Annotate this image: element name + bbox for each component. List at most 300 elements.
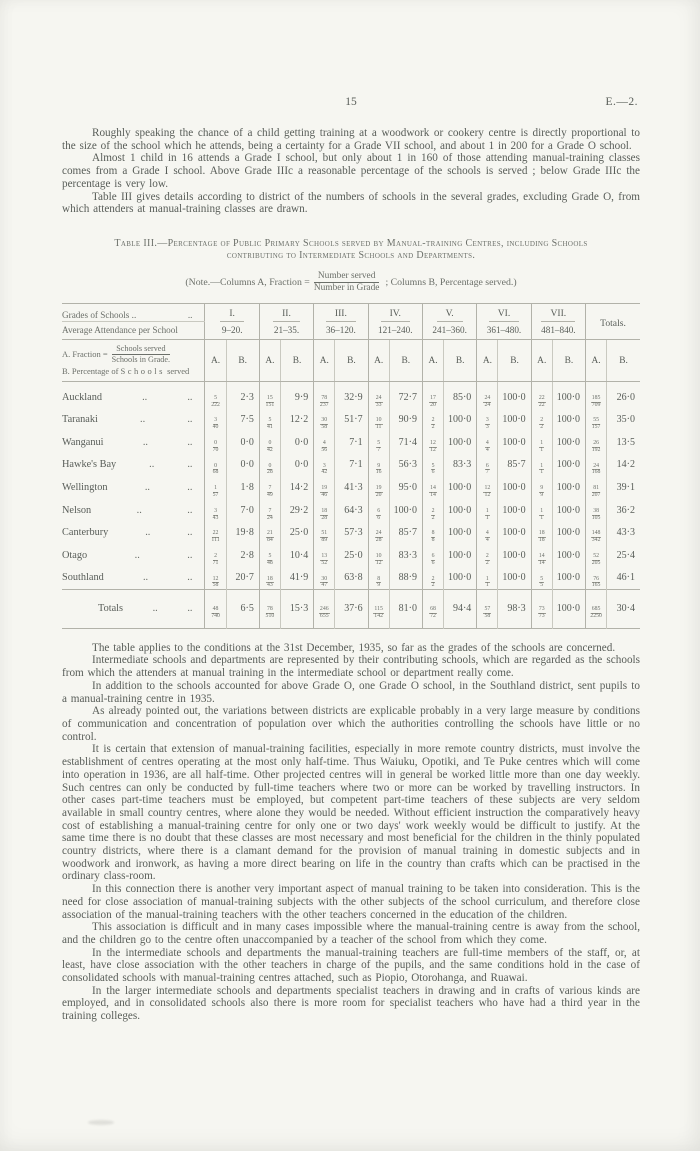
district-label <box>62 499 205 522</box>
grades-header-label <box>62 303 205 322</box>
percent-cell: 2·3 <box>226 381 259 408</box>
fraction-denominator: 157 <box>591 424 601 431</box>
fraction-denominator: 655 <box>319 612 329 619</box>
fraction-cell <box>477 408 498 431</box>
fraction-denominator: 48 <box>267 559 273 566</box>
fraction-cell <box>531 431 552 454</box>
grades-header-text: Grades of Schools .. <box>62 309 137 320</box>
fraction-denominator: 4 <box>485 446 489 453</box>
percent-cell: 20·7 <box>226 567 259 590</box>
attendance-range: 241–360. <box>422 322 476 340</box>
grade-column-header: II. <box>259 303 313 322</box>
percent-cell: 100·0 <box>552 454 585 477</box>
fraction-numerator: 19 <box>375 485 382 492</box>
percent-cell: 100·0 <box>552 544 585 567</box>
fraction-numerator: 7 <box>268 507 272 514</box>
leader-dots: .. <box>187 549 193 561</box>
column-a-header: A. <box>477 340 498 381</box>
fraction-denominator: 57 <box>212 492 219 498</box>
fraction-numerator: 38 <box>593 507 599 514</box>
attendance-range: 21–35. <box>259 322 313 340</box>
percent-cell: 90·9 <box>389 408 422 431</box>
leader-dots: .. <box>142 436 148 448</box>
column-b-header: B. <box>280 340 313 381</box>
fraction-cell <box>259 567 280 590</box>
percent-cell: 100·0 <box>552 567 585 590</box>
fraction-cell <box>205 431 226 454</box>
fraction-denominator: 9 <box>540 492 544 498</box>
percent-cell: 25·0 <box>335 544 368 567</box>
fraction-cell <box>368 590 389 629</box>
fraction-cell <box>314 499 335 522</box>
fraction-denominator: 205 <box>591 559 601 566</box>
ab-definition <box>62 340 205 381</box>
leader-dots: .. <box>187 436 193 448</box>
column-a-header: A. <box>314 340 335 381</box>
percent-cell: 14·2 <box>280 476 313 499</box>
fraction-numerator: 1 <box>485 507 489 514</box>
fraction-denominator: 1 <box>485 514 489 521</box>
fraction-denominator: 2 <box>485 559 489 566</box>
fraction-denominator: 4 <box>485 537 489 544</box>
percent-cell: 2·8 <box>226 544 259 567</box>
fraction-numerator: 5 <box>268 417 272 424</box>
fraction-cell <box>205 454 226 477</box>
fraction-denominator: 3 <box>485 424 489 431</box>
fraction-cell <box>314 431 335 454</box>
table-row <box>62 521 640 544</box>
fraction-cell <box>259 381 280 408</box>
fraction-numerator: 2 <box>431 575 435 582</box>
percent-cell: 9·9 <box>280 381 313 408</box>
paragraph: In the larger intermediate schools and departments specialist teachers in drawing and in crafts of various kinds are employed, and in consolidated schools also there is more room for specialist teachers who have had a third year in the training colleges. <box>62 984 640 1023</box>
fraction-cell <box>531 590 552 629</box>
district-label <box>62 381 205 408</box>
district-label <box>62 454 205 477</box>
fraction-cell <box>205 544 226 567</box>
fraction-numerator: 6 <box>431 552 435 559</box>
fraction-numerator: 685 <box>591 606 601 613</box>
percent-cell: 85·0 <box>444 381 477 408</box>
fraction-numerator: 1 <box>540 507 544 514</box>
table-row <box>62 476 640 499</box>
paragraph: Roughly speaking the chance of a child getting training at a woodwork or cookery centre is directly proportional to the size of the school which he attends, being a certainty for a Grade VII school, and about 1 in 200 for a Grade O school. <box>62 127 640 152</box>
fraction-denominator: 105 <box>591 514 601 521</box>
percent-cell: 88·9 <box>389 567 422 590</box>
body-paragraphs <box>62 642 640 1023</box>
percent-cell: 100·0 <box>444 499 477 522</box>
column-b-header: B. <box>335 340 368 381</box>
percent-cell: 12·2 <box>280 408 313 431</box>
fraction-numerator: 26 <box>593 440 599 447</box>
table-row <box>62 499 640 522</box>
fraction-denominator: 111 <box>211 537 220 544</box>
fraction-cell <box>477 567 498 590</box>
fraction-numerator: 12 <box>484 485 491 492</box>
fraction-numerator: 81 <box>593 485 599 492</box>
percent-cell: 0·0 <box>226 431 259 454</box>
table-body <box>62 381 640 628</box>
fraction-numerator: 73 <box>538 606 545 613</box>
percent-cell: 72·7 <box>389 381 422 408</box>
leader-dots: .. <box>187 459 193 471</box>
percent-cell: 29·2 <box>280 499 313 522</box>
leader-dots: .. <box>187 504 193 516</box>
header-row-ab <box>62 340 640 381</box>
district-name: Otago <box>62 549 88 561</box>
fraction-denominator: 1 <box>540 514 544 521</box>
header-row-attendance <box>62 322 640 340</box>
district-name: Nelson <box>62 504 92 516</box>
percent-cell: 100·0 <box>498 381 531 408</box>
column-a-header: A. <box>531 340 552 381</box>
a-definition-prefix: A. Fraction = <box>62 348 108 359</box>
fraction-cell <box>422 499 443 522</box>
fraction-denominator: 709 <box>591 401 601 408</box>
district-label <box>62 408 205 431</box>
fraction-cell <box>586 408 607 431</box>
fraction-denominator: 73 <box>538 612 545 619</box>
totals-row <box>62 590 640 629</box>
fraction-numerator: 10 <box>375 552 382 559</box>
percent-cell: 0·0 <box>226 454 259 477</box>
fraction-numerator: 30 <box>321 575 328 582</box>
table-note-suffix: ; Columns B, Percentage served.) <box>385 276 517 288</box>
percent-cell: 85·7 <box>389 521 422 544</box>
district-label <box>62 567 205 590</box>
leader-dots: .. <box>152 602 158 614</box>
fraction-cell <box>259 521 280 544</box>
fraction-numerator: 6 <box>485 462 489 469</box>
fraction-denominator: 42 <box>267 446 273 453</box>
totals-label: Totals <box>98 602 124 614</box>
fraction-denominator: 740 <box>211 612 220 619</box>
leader-dots: .. <box>187 414 193 426</box>
district-name: Canterbury <box>62 527 109 539</box>
table-row <box>62 544 640 567</box>
fraction-cell <box>314 544 335 567</box>
paragraph: The table applies to the conditions at the 31st December, 1935, so far as the grades of the schools are concerned. <box>92 641 616 654</box>
fraction-denominator: 222 <box>211 401 220 408</box>
fraction-numerator: 0 <box>268 440 272 447</box>
fraction-denominator: 237 <box>319 401 329 408</box>
fraction-denominator: 28 <box>267 469 273 476</box>
fraction-numerator: 22 <box>538 394 545 401</box>
percent-cell: 51·7 <box>335 408 368 431</box>
column-a-header: A. <box>586 340 607 381</box>
percent-cell: 100·0 <box>444 431 477 454</box>
percent-cell: 7·1 <box>335 431 368 454</box>
fraction-numerator: 78 <box>321 394 328 401</box>
column-a-header: A. <box>205 340 226 381</box>
district-label <box>62 431 205 454</box>
percent-cell: 100·0 <box>498 408 531 431</box>
percent-cell: 100·0 <box>552 476 585 499</box>
percent-cell: 41·9 <box>280 567 313 590</box>
fraction-cell <box>422 567 443 590</box>
fraction-numerator: 115 <box>374 606 383 613</box>
fraction-cell <box>368 521 389 544</box>
fraction-cell <box>368 476 389 499</box>
fraction-denominator: 56 <box>321 446 328 453</box>
fraction-numerator: 10 <box>375 417 382 424</box>
percent-cell: 1·8 <box>226 476 259 499</box>
fraction-denominator: 12 <box>484 492 491 498</box>
fraction-numerator: 0 <box>214 462 217 469</box>
fraction-denominator: 43 <box>212 514 219 521</box>
fraction-denominator: 16 <box>375 469 382 476</box>
percent-cell: 100·0 <box>552 381 585 408</box>
fraction-numerator: 5 <box>377 440 381 447</box>
district-label <box>62 476 205 499</box>
percent-cell: 100·0 <box>552 431 585 454</box>
note-fraction-denominator: Number in Grade <box>313 283 380 294</box>
fraction-cell <box>531 454 552 477</box>
fraction-cell <box>314 567 335 590</box>
fraction-numerator: 3 <box>214 507 217 514</box>
column-b-header: B. <box>607 340 640 381</box>
fraction-cell <box>205 590 226 629</box>
fraction-numerator: 19 <box>321 485 328 492</box>
table-title <box>62 238 640 263</box>
paragraph: In addition to the schools accounted for above Grade O, one Grade O school, in the Southland district, sent pupils to a manual-training centre in 1935. <box>62 679 640 705</box>
attendance-header-label: Average Attendance per School <box>62 322 205 340</box>
percent-cell: 41·3 <box>335 476 368 499</box>
table-row <box>62 454 640 477</box>
fraction-cell <box>259 499 280 522</box>
district-name: Southland <box>62 572 104 584</box>
fraction-cell <box>368 499 389 522</box>
fraction-denominator: 58 <box>212 582 219 589</box>
percent-cell: 30·4 <box>607 590 640 629</box>
paragraph: Intermediate schools and departments are represented by their contributing schools, which are regarded as the schools from which the attenders at manual training in the intermediate school or department really come. <box>62 654 640 680</box>
fraction-numerator: 3 <box>322 462 326 469</box>
percent-cell: 100·0 <box>498 567 531 590</box>
fraction-denominator: 9 <box>377 582 381 589</box>
leader-dots: .. <box>140 414 146 426</box>
fraction-denominator: 6 <box>377 514 381 521</box>
leader-dots: .. <box>142 391 148 403</box>
percent-cell: 100·0 <box>444 544 477 567</box>
fraction-numerator: 1 <box>214 485 217 492</box>
fraction-cell <box>586 590 607 629</box>
column-b-header: B. <box>389 340 422 381</box>
fraction-numerator: 3 <box>485 417 489 424</box>
fraction-numerator: 6 <box>377 507 381 514</box>
fraction-cell <box>314 590 335 629</box>
fraction-cell <box>531 544 552 567</box>
table-note <box>62 271 640 294</box>
fraction-numerator: 5 <box>431 462 435 469</box>
percent-cell: 35·0 <box>607 408 640 431</box>
fraction-denominator: 43 <box>267 582 273 589</box>
fraction-cell <box>477 454 498 477</box>
fraction-numerator: 4 <box>485 440 489 447</box>
paragraph: Table III gives details according to district of the numbers of schools in the several grades, excluding Grade O, from which attenders at manual-training classes are drawn. <box>62 190 640 216</box>
paragraph: In this connection there is another very important aspect of manual training to be taken into consideration. This is the need for close association of manual-training subjects with the other subjects of the school curriculum, and therefore close association of the manual-training teachers with the other teachers concerned in the education of the children. <box>62 883 640 921</box>
fraction-cell <box>586 544 607 567</box>
fraction-numerator: 1 <box>485 575 489 582</box>
fraction-denominator: 84 <box>267 537 273 544</box>
fraction-cell <box>368 544 389 567</box>
fraction-numerator: 76 <box>593 575 599 582</box>
fraction-denominator: 71 <box>212 559 219 566</box>
percent-cell: 37·6 <box>335 590 368 629</box>
fraction-denominator: 5 <box>540 582 544 589</box>
fraction-numerator: 15 <box>267 394 273 401</box>
b-definition: B. Percentage of Schools served <box>62 366 190 377</box>
fraction-denominator: 20 <box>430 401 436 408</box>
fraction-numerator: 9 <box>377 462 381 469</box>
grade-column-header: VI. <box>477 303 531 322</box>
fraction-denominator: 58 <box>484 612 491 619</box>
percent-cell: 100·0 <box>444 567 477 590</box>
percent-cell: 100·0 <box>498 544 531 567</box>
attendance-range: 9–20. <box>205 322 259 340</box>
fraction-cell <box>259 454 280 477</box>
fraction-cell <box>477 544 498 567</box>
fraction-cell <box>205 408 226 431</box>
fraction-numerator: 5 <box>268 552 272 559</box>
fraction-cell <box>477 431 498 454</box>
percent-cell: 0·0 <box>280 431 313 454</box>
table-iii <box>62 303 640 629</box>
percent-cell: 100·0 <box>444 521 477 544</box>
district-label <box>62 521 205 544</box>
fraction-denominator: 24 <box>484 401 491 408</box>
grade-column-header: I. <box>205 303 259 322</box>
fraction-numerator: 21 <box>267 530 273 537</box>
fraction-numerator: 148 <box>591 530 601 537</box>
fraction-denominator: 342 <box>591 537 601 544</box>
fraction-cell <box>422 590 443 629</box>
header-row-grades <box>62 303 640 322</box>
paragraph: In the intermediate schools and departments the manual-training teachers are full-time members of the staff, or, at least, have close association with the other teachers in charge of the pupils, and the same conditions hold in the case of consolidated schools with manual-training centres attached, such as Piopio, Otorohanga, and Ruawai. <box>62 946 640 985</box>
column-b-header: B. <box>226 340 259 381</box>
grade-column-header: VII. <box>531 303 585 322</box>
fraction-denominator: 1 <box>485 582 489 589</box>
table-row <box>62 408 640 431</box>
percent-cell: 100·0 <box>444 476 477 499</box>
fraction-cell <box>477 476 498 499</box>
fraction-denominator: 2250 <box>590 612 602 619</box>
leader-dots: .. <box>187 602 193 614</box>
percent-cell: 95·0 <box>389 476 422 499</box>
fraction-cell <box>586 567 607 590</box>
leader-dots: .. <box>187 572 193 584</box>
fraction-denominator: 2 <box>431 582 435 589</box>
percent-cell: 100·0 <box>552 499 585 522</box>
fraction-numerator: 12 <box>212 575 219 582</box>
fraction-denominator: 7 <box>377 446 381 453</box>
leader-dots: .. <box>145 527 151 539</box>
fraction-denominator: 8 <box>431 537 435 544</box>
fraction-denominator: 24 <box>267 514 273 521</box>
page-header <box>62 96 640 111</box>
fraction-denominator: 510 <box>265 612 275 619</box>
attendance-range: 481–840. <box>531 322 585 340</box>
fraction-cell <box>531 521 552 544</box>
percent-cell: 100·0 <box>498 499 531 522</box>
percent-cell: 57·3 <box>335 521 368 544</box>
fraction-cell <box>531 408 552 431</box>
fraction-cell <box>259 408 280 431</box>
column-b-header: B. <box>552 340 585 381</box>
percent-cell: 100·0 <box>389 499 422 522</box>
district-label <box>62 544 205 567</box>
fraction-cell <box>314 476 335 499</box>
leader-dots: .. <box>187 482 193 493</box>
fraction-cell <box>205 381 226 408</box>
leader-dots: .. <box>142 572 149 584</box>
fraction-denominator: 70 <box>212 446 219 453</box>
fraction-denominator: 46 <box>321 492 328 498</box>
percent-cell: 19·8 <box>226 521 259 544</box>
fraction-denominator: 14 <box>538 559 545 566</box>
fraction-cell <box>586 499 607 522</box>
fraction-numerator: 55 <box>593 417 599 424</box>
note-fraction <box>314 271 380 294</box>
leader-dots: .. <box>136 504 142 516</box>
fraction-denominator: 28 <box>321 514 328 521</box>
fraction-numerator: 14 <box>430 485 436 492</box>
fraction-denominator: 40 <box>212 424 219 431</box>
percent-cell: 100·0 <box>444 408 477 431</box>
fraction-numerator: 9 <box>540 485 544 492</box>
grade-column-header: III. <box>314 303 368 322</box>
fraction-cell <box>259 544 280 567</box>
fraction-numerator: 185 <box>591 394 601 401</box>
column-a-header: A. <box>368 340 389 381</box>
fraction-cell <box>477 499 498 522</box>
fraction-denominator: 58 <box>321 424 328 431</box>
percent-cell: 46·1 <box>607 567 640 590</box>
fraction-denominator: 28 <box>375 537 382 544</box>
fraction-cell <box>422 408 443 431</box>
fraction-numerator: 52 <box>593 552 599 559</box>
fraction-numerator: 2 <box>431 507 435 514</box>
fraction-denominator: 49 <box>267 492 273 498</box>
leader-dots: .. <box>144 482 150 493</box>
fraction-numerator: 2 <box>540 417 544 424</box>
table-title-line-2: contributing to Intermediate Schools and Departments. <box>226 250 476 262</box>
fraction-denominator: 165 <box>591 582 601 589</box>
fraction-numerator: 48 <box>212 606 219 613</box>
table-row <box>62 431 640 454</box>
fraction-numerator: 78 <box>267 606 273 613</box>
attendance-range: 361–480. <box>477 322 531 340</box>
fraction-denominator: 22 <box>538 401 545 408</box>
paragraph: This association is difficult and in many cases impossible where the manual-training centre is away from the school, and the children go to the centre often unaccompanied by a teacher of the school from which they come. <box>62 921 640 946</box>
fraction-numerator: 4 <box>322 440 326 447</box>
fraction-cell <box>422 431 443 454</box>
attendance-range: 36–120. <box>314 322 368 340</box>
fraction-denominator: 47 <box>321 582 328 589</box>
percent-cell: 83·3 <box>389 544 422 567</box>
percent-cell: 25·4 <box>607 544 640 567</box>
fraction-denominator: 2 <box>431 514 435 521</box>
grade-column-header: IV. <box>368 303 422 322</box>
fraction-denominator: 151 <box>265 401 275 408</box>
fraction-denominator: 7 <box>485 469 489 476</box>
fraction-numerator: 8 <box>431 530 435 537</box>
fraction-numerator: 3 <box>214 417 217 424</box>
fraction-denominator: 20 <box>375 492 382 498</box>
fraction-numerator: 246 <box>319 606 329 613</box>
fraction-numerator: 5 <box>214 394 217 401</box>
fraction-numerator: 2 <box>214 552 217 559</box>
a-definition-numerator: Schools served <box>112 344 170 355</box>
